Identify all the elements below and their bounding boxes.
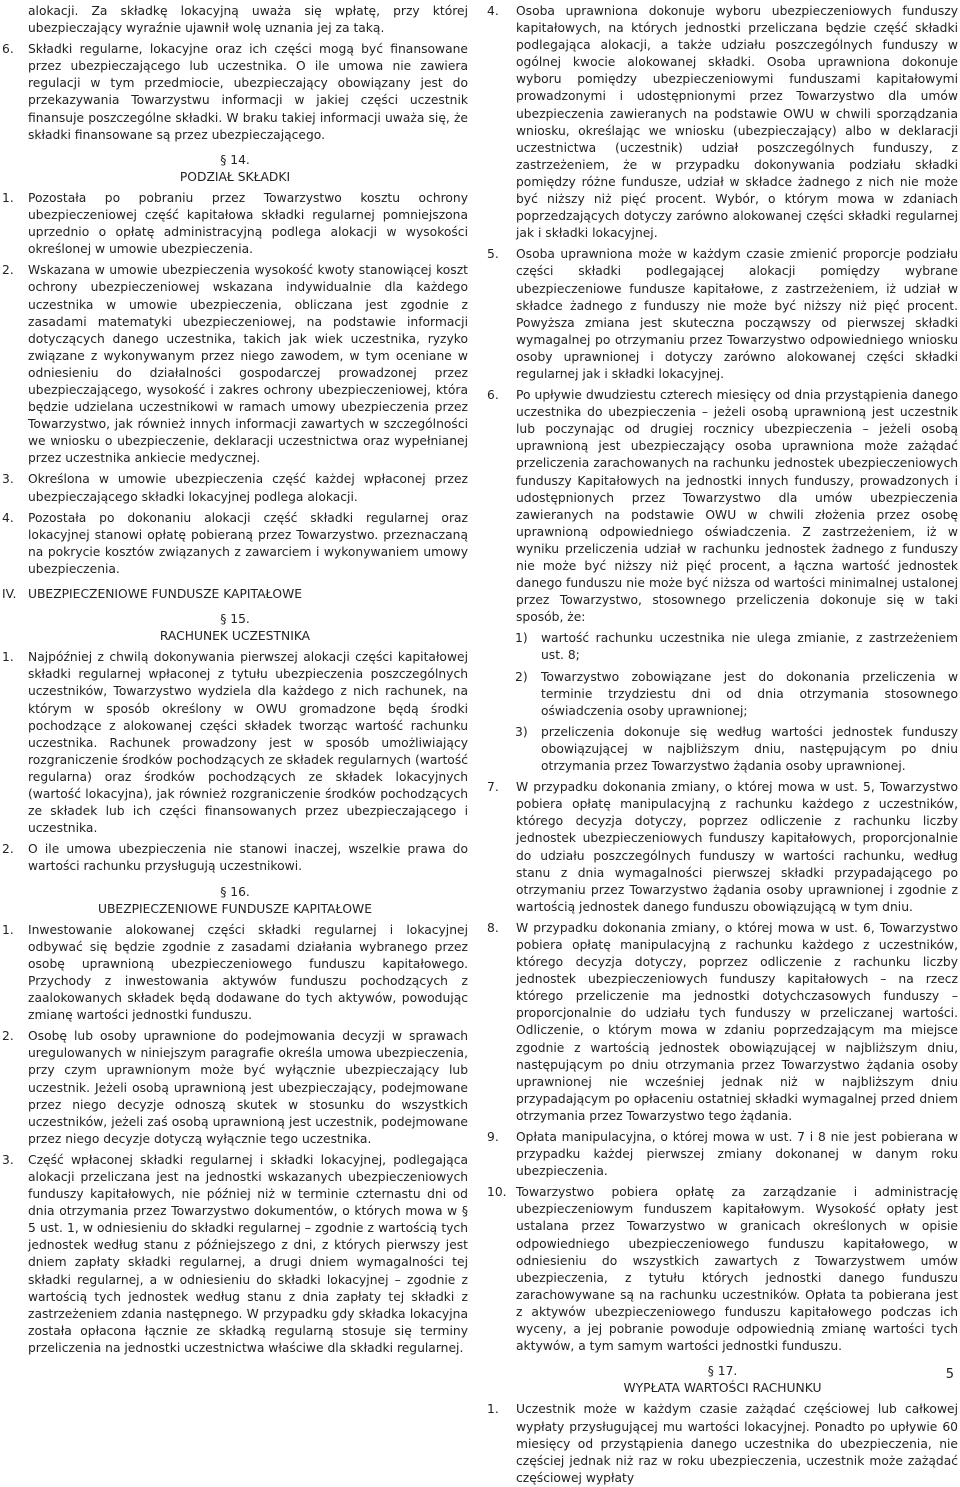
section-14-title: PODZIAŁ SKŁADKI — [179, 169, 291, 184]
section-15-number: § 15. — [220, 612, 250, 627]
clause-number: 6. — [487, 388, 499, 403]
clause-text: W przypadku dokonania zmiany, o której mowa w ust. 5, Towarzystwo pobiera opłatę manipulacyjną z rachunku każdego z uczestników, którego decyzja dotyczy, poprzez odliczenie z rachunku liczby jednostek ubezpieczeniowych funduszy kapitałowych, proporcjonalnie do udziału poszczególnych funduszy w wartości rachunku, według stanu z dnia wymagalności pierwszej składki przypadającego po otrzymaniu przez Towarzystwo żądania osoby uprawnionej i zgodnie z wartością jednostek danego funduszu obowiązującą w tym dniu. — [516, 780, 958, 914]
sub-item-number: 3) — [515, 724, 528, 739]
clause-text: Określona w umowie ubezpieczenia część każdej wpłaconej przez ubezpieczającego składki lokacyjnej podlega alokacji. — [28, 472, 468, 504]
clause-text: Towarzystwo pobiera opłatę za zarządzanie i administrację ubezpieczeniowym funduszem kapitałowym. Wysokość opłaty jest ustalana przez Towarzystwo w granicach określonych w opisie odpowiedniego ubezpieczeniowego funduszu kapitałowego, w odniesieniu do wszystkich zawartych z Towarzystwem umów ubezpieczenia, z tytułu których jednostki danego funduszu zarachowywane są na rachunku uczestników. Opłata ta pobierana jest z aktywów ubezpieczeniowego funduszu kapitałowego podczas ich wyceny, a jej pobranie powoduje odpowiednią zmianę wartości tych aktywów, a tym samym wartości jednostki funduszu. — [516, 1185, 958, 1354]
clause-text: Osobę lub osoby uprawnione do podejmowania decyzji w sprawach uregulowanych w niniejszym paragrafie określa umowa ubezpieczenia, przy czym uprawnionym może być wyłącznie ubezpieczający lub uczestnik. Jeżeli osobą uprawnioną jest ubezpieczający, podejmowane przez niego decyzje odnoszą skutek w stosunku do wszystkich uczestników, jeżeli zaś osobą uprawnioną jest uczestnik, podejmowane przez niego decyzje dotyczą wyłącznie tego uczestnika. — [28, 1029, 468, 1146]
section-17-number: § 17. — [707, 1364, 738, 1379]
left-column — [2, 3, 468, 1357]
chapter-number: IV. — [2, 587, 17, 601]
clause-number: 3. — [2, 1152, 14, 1167]
sub-item-2 — [487, 669, 958, 720]
clause-text: Część wpłaconej składki regularnej i składki lokacyjnej, podlegająca alokacji przeliczana jest na jednostki wskazanych ubezpieczeniowych funduszy kapitałowych, nie później niż w terminie czternastu dni od dnia otrzymania przez Towarzystwo dokumentów, o których mowa w § 5 ust. 1, w odniesieniu do składki regularnej – zgodnie z wartością tych jednostek według stanu z późniejszego z dni, z których pierwszy jest dniem zapłaty składki regularnej, a drugi dniem wymagalności tej składki regularnej, a w odniesieniu do składki lokacyjnej – zgodnie z wartością tych jednostek według stanu z dnia zapłaty tej składki z zastrzeżeniem zdania następnego. W przypadku gdy składka lokacyjna została opłacona łącznie ze składką regularną stosuje się terminy przeliczenia na jednostki uczestnictwa właściwe dla składki regularnej. — [28, 1152, 468, 1355]
chapter-title: UBEZPIECZENIOWE FUNDUSZE KAPITAŁOWE — [28, 587, 303, 601]
clause-number: 1. — [2, 922, 14, 937]
clause-number: 2. — [2, 1029, 14, 1044]
s17-clause-1 — [487, 1401, 958, 1486]
sub-item-number: 2) — [515, 669, 528, 684]
clause-text: Pozostała po dokonaniu alokacji część składki regularnej oraz lokacyjnej stanowi opłatę pobieraną przez Towarzystwo. przeznaczaną na pokrycie kosztów związanych z zawarciem i wykonywaniem umowy ubezpieczenia. — [28, 510, 468, 576]
clause-number: 4. — [2, 510, 14, 525]
s16-clause-1 — [2, 922, 468, 1025]
continued-paragraph: alokacji. Za składkę lokacyjną uważa się wpłatę, przy której ubezpieczający wyraźnie ujawnił wolę uznania jej za taką. — [28, 4, 468, 36]
clause-number: 1. — [487, 1402, 499, 1417]
clause-number: 1. — [2, 650, 14, 665]
clause-text: Opłata manipulacyjna, o której mowa w ust. 7 i 8 nie jest pobierana w przypadku każdej pierwszej zmiany dokonanej w danym roku ubezpieczenia. — [516, 1130, 958, 1179]
clause-text: Pozostała po pobraniu przez Towarzystwo kosztu ochrony ubezpieczeniowej część kapitałowa składki regularnej pomniejszona uprzednio o opłatę administracyjną podlega alokacji w wysokości określonej w umowie ubezpieczenia. — [28, 190, 468, 257]
sub-item-1 — [487, 630, 958, 664]
section-15-title: RACHUNEK UCZESTNIKA — [159, 629, 311, 644]
s16-clause-7 — [487, 779, 958, 916]
clause-text: Inwestowanie alokowanej części składki regularnej i lokacyjnej odbywać się będzie zgodnie z zasadami działania wybranego przez osobę uprawnioną ubezpieczeniowego funduszu kapitałowego. Przychody z inwestowania aktywów funduszu pochodzących z zaalokowanych składek będą dodawane do tych aktywów, powodując zmianę wartości jednostki funduszu. — [28, 922, 468, 1023]
sub-item-3 — [487, 724, 958, 775]
clause-text: Wskazana w umowie ubezpieczenia wysokość kwoty stanowiącej koszt ochrony ubezpieczeniowej wskazana indywidualnie dla każdego uczestnika w umowie ubezpieczenia, obliczana jest zgodnie z zasadami matematyki ubezpieczeniowej, na podstawie informacji dotyczących danego uczestnika, takich jak wiek uczestnika, ryzyko związane z wykonywanym przez niego zawodem, w tym oceniane w odniesieniu do działalności gospodarczej prowadzonej przez ubezpieczającego, wysokość i zakres ochrony ubezpieczeniowej, która będzie udzielana uczestnikowi w ramach umowy ubezpieczenia przez Towarzystwo, jak również innych informacji zawartych w szczególności we wniosku o ubezpieczenie, deklaracji uczestnictwa oraz wypełnianej przez uczestnika ankiecie medycznej. — [28, 263, 468, 466]
s16-clause-4 — [487, 3, 958, 242]
s16-clause-8 — [487, 920, 958, 1125]
s15-clause-1 — [2, 649, 468, 837]
clause-number: 2. — [2, 842, 14, 857]
s14-clause-4 — [2, 510, 468, 578]
sub-item-text: wartość rachunku uczestnika nie ulega zmianie, z zastrzeżeniem ust. 8; — [541, 631, 958, 663]
clause-text: Składki regularne, lokacyjne oraz ich części mogą być finansowane przez ubezpieczającego lub uczestnika. O ile umowa nie zawiera regulacji w tym przedmiocie, ubezpieczający obowiązany jest do przekazywania Towarzystwu informacji w jakiej części uczestnik finansuje poszczególne składki. W braku takiej informacji uważa się, że składki finansowane są przez ubezpieczającego. — [28, 42, 468, 142]
section-14-number: § 14. — [220, 152, 250, 167]
sub-item-text: Towarzystwo zobowiązane jest do dokonania przeliczenia w terminie trzydziestu dni od dnia otrzymania stosownego oświadczenia osoby uprawnionej; — [541, 669, 958, 718]
clause-text: O ile umowa ubezpieczenia nie stanowi inaczej, wszelkie prawa do wartości rachunku przysługują uczestnikowi. — [28, 842, 468, 874]
s16-clause-10 — [487, 1184, 958, 1355]
clause-number: 5. — [487, 247, 499, 262]
clause-text: Uczestnik może w każdym czasie zażądać częściowej lub całkowej wypłaty przysługującej mu wartości lokacyjnej. Ponadto po upływie 60 miesięcy od przystąpienia danego uczestnika do ubezpieczenia, nie częściej jednak niż raz w roku ubezpieczenia, uczestnik może zażądać częściowej wypłaty — [516, 1402, 958, 1485]
clause-number: 9. — [487, 1130, 499, 1144]
sub-item-text: przeliczenia dokonuje się według wartości jednostek funduszy obowiązującej w najbliższym dniu, następującym po dniu otrzymania przez Towarzystwo żądania osoby uprawnionej. — [541, 724, 958, 774]
sub-item-number: 1) — [515, 631, 528, 646]
s16-clause-9 — [487, 1129, 958, 1180]
s16-clause-3 — [2, 1152, 468, 1357]
s16-clause-5 — [487, 246, 958, 383]
clause-number: 6. — [2, 42, 14, 57]
clause-number: 2. — [2, 263, 14, 278]
clause-6 — [2, 41, 468, 144]
clause-text: Najpóźniej z chwilą dokonywania pierwszej alokacji części kapitałowej składki regularnej wpłaconej z tytułu ubezpieczenia poszczególnych uczestników, Towarzystwo wydziela dla każdego z nich rachunek, na którym w sposób określony w OWU gromadzone będą środki pochodzące z alokowanej części składek tworząc wartość rachunku uczestnika. Rachunek prowadzony jest w sposób umożliwiający rozgraniczenie środków pochodzących ze składek regularnych (wartość regularna) oraz środków pochodzących ze składek lokacyjnych (wartość lokacyjna), jak również rozgraniczenie środków pochodzących ze składek lub ich części finansowanych przez ubezpieczającego i uczestnika. — [28, 650, 468, 836]
right-column — [487, 3, 958, 1487]
clause-number: 4. — [487, 4, 499, 18]
page-number: 5 — [945, 1367, 954, 1382]
clause-number: 3. — [2, 472, 14, 487]
s14-clause-1 — [2, 190, 468, 258]
s14-clause-3 — [2, 471, 468, 505]
clause-number: 10. — [487, 1185, 507, 1200]
clause-text: Osoba uprawniona może w każdym czasie zmienić proporcje podziału części składki podlegającej alokacji pomiędzy wybrane ubezpieczeniowe fundusze kapitałowe, z zastrzeżeniem, iż udział w składce żadnego z funduszy nie może być niższy niż pięć procent. Powyższa zmiana jest skuteczna począwszy od pierwszej składki wymagalnej po otrzymaniu przez Towarzystwo odpowiedniego wniosku osoby uprawnionej i dotyczy zarówno alokowanej części składki regularnej jak i składki lokacyjnej. — [516, 247, 958, 381]
clause-text: Po upływie dwudziestu czterech miesięcy od dnia przystąpienia danego uczestnika do ubezpieczenia – jeżeli osobą uprawnioną jest uczestnik lub poczynając od drugiej rocznicy ubezpieczenia – jeżeli osobą uprawnioną jest ubezpieczający osoba uprawniona może zażądać przeliczenia zarachowanych na rachunku jednostek ubezpieczeniowych funduszy Kapitałowych na jednostki innych funduszy, prowadzonych i udostępnionych przez Towarzystwo dla umów ubezpieczenia zawieranych na podstawie OWU w chwili złożenia przez osobę uprawnioną odpowiedniego oświadczenia. Z zastrzeżeniem, iż w wyniku przeliczenia udział w rachunku jednostek żadnego z funduszy nie może być niższy niż pięć procent, a łączna wartość jednostek danego funduszu nie może być niższa od wartości minimalnej ustalonej przez Towarzystwo, stosownego przeliczenia dokonuje się w taki sposób, że: — [516, 388, 958, 625]
clause-text: W przypadku dokonania zmiany, o której mowa w ust. 6, Towarzystwo pobiera opłatę manipulacyjną z rachunku każdego z uczestników, którego decyzja dotyczy, poprzez odliczenie z rachunku liczby jednostek ubezpieczeniowych funduszy kapitałowych – na rzecz którego przeliczenie ma jednostki dotychczasowych funduszy – proporcjonalnie do udziału tych funduszy w przeliczanej wartości. Odliczenie, o którym mowa w zdaniu poprzedzającym ma miejsce zgodnie z wartością jednostek obowiązującej w najbliższym dniu, następującym po dniu otrzymania przez Towarzystwo żądania osoby uprawnionej nie wcześniej jednak niż w najbliższym dniu przypadającym po opłaceniu ostatniej składki wymagalnej przed dniem otrzymania przez Towarzystwo tego żądania. — [516, 920, 958, 1123]
section-17-title: WYPŁATA WARTOŚCI RACHUNKU — [623, 1381, 822, 1396]
chapter-heading — [2, 586, 468, 603]
s16-clause-6 — [487, 387, 958, 626]
s14-clause-2 — [2, 262, 468, 467]
section-16-number: § 16. — [220, 884, 250, 899]
section-16-title: UBEZPIECZENIOWE FUNDUSZE KAPITAŁOWE — [97, 901, 372, 916]
clause-number: 8. — [487, 920, 499, 935]
s15-clause-2 — [2, 841, 468, 875]
clause-number: 1. — [2, 190, 14, 205]
s16-clause-2 — [2, 1028, 468, 1148]
clause-number: 7. — [487, 780, 499, 795]
clause-text: Osoba uprawniona dokonuje wyboru ubezpieczeniowych funduszy kapitałowych, na których jednostki przeliczana będzie część składki podlegająca alokacji, a także udziału poszczególnych funduszy w ogólnej kwocie alokowanej składki. Osoba uprawniona dokonuje wyboru pomiędzy ubezpieczeniowymi funduszami kapitałowymi prowadzonymi i udostępnionymi przez Towarzystwo dla umów ubezpieczenia zawieranych na podstawie OWU w chwili sporządzania wniosku, określając we wniosku (ubezpieczający) albo w deklaracji uczestnictwa (uczestnik) udział poszczególnych funduszy, z zastrzeżeniem, że w przypadku dokonywania podziału składki pomiędzy różne fundusze, udział w składce żadnego z nich nie może być niższy niż pięć procent. Wybór, o którym mowa w zdaniach poprzedzających dotyczy zarówno alokowanej części składki regularnej jak i składki lokacyjnej. — [516, 4, 958, 241]
